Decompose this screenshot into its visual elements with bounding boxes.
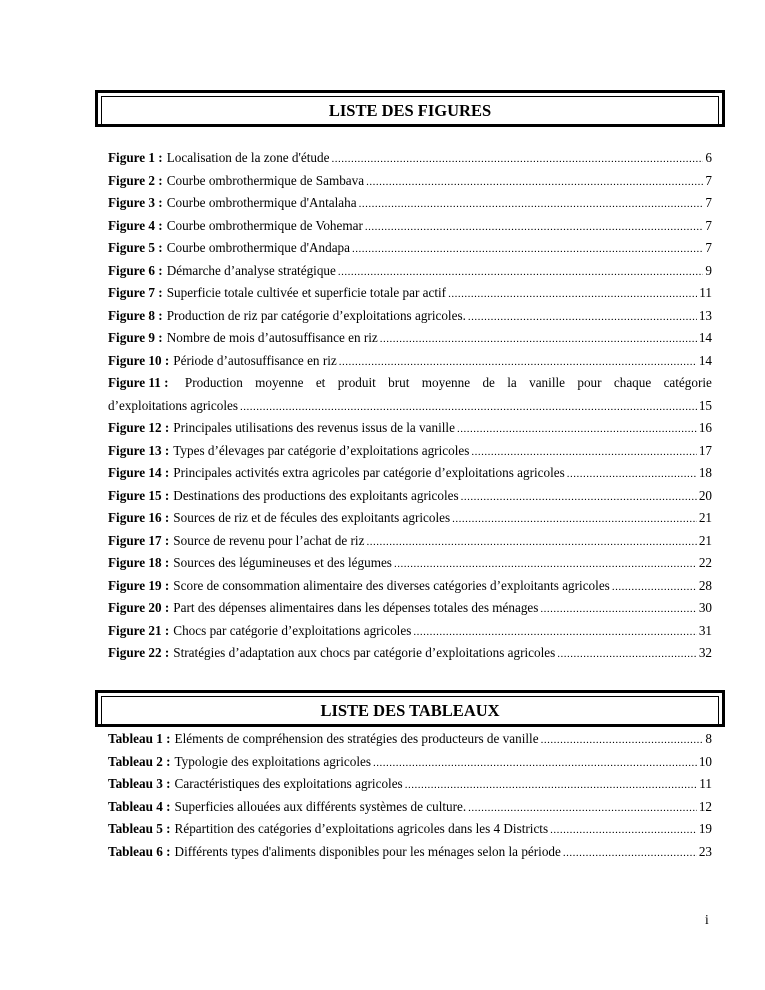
- table-page-number: 8: [705, 731, 712, 746]
- figure-page-number: 31: [698, 622, 712, 638]
- figure-page-number: 6: [705, 150, 712, 165]
- table-page-number: 23: [698, 843, 712, 859]
- figure-page-number: 17: [698, 442, 712, 458]
- figures-heading: LISTE DES FIGURES: [101, 96, 719, 125]
- dot-leader: [373, 757, 697, 769]
- figure-page-number: 16: [698, 420, 712, 435]
- dot-leader: [359, 198, 704, 210]
- figure-entry[interactable]: [108, 578, 712, 601]
- figure-title: Sources de riz et de fécules des exploitants agricoles: [173, 510, 451, 525]
- dot-leader: [541, 734, 704, 746]
- figure-title: Superficie totale cultivée et superficie totale par actif: [166, 285, 447, 300]
- figure-label: Figure 4 :: [108, 217, 163, 233]
- figure-page-number: 7: [705, 195, 712, 210]
- figure-entry[interactable]: [108, 465, 712, 488]
- figure-entry[interactable]: [108, 533, 712, 556]
- figure-entry[interactable]: [108, 488, 712, 511]
- table-page-number: 12: [698, 798, 712, 814]
- table-label: Tableau 2 :: [108, 753, 171, 769]
- figure-title: Types d’élevages par catégorie d’exploitations agricoles: [173, 442, 470, 458]
- figure-page-number: 20: [698, 487, 712, 503]
- figure-title: Courbe ombrothermique de Sambava: [166, 172, 365, 188]
- figure-page-number: 14: [698, 352, 712, 368]
- figure-label: Figure 12 :: [108, 420, 170, 435]
- dot-leader: [331, 153, 703, 165]
- figure-entry[interactable]: [108, 218, 712, 241]
- figure-title: Localisation de la zone d'étude: [166, 150, 330, 165]
- figure-title: Sources des légumineuses et des légumes: [173, 555, 392, 570]
- dot-leader: [366, 536, 696, 548]
- table-label: Tableau 6 :: [108, 843, 171, 859]
- figure-label: Figure 19 :: [108, 577, 170, 593]
- figure-title: Démarche d’analyse stratégique: [166, 262, 336, 278]
- figure-title-word: moyenne: [421, 375, 471, 390]
- table-entry[interactable]: [108, 821, 712, 844]
- table-title: Superficies allouées aux différents systèmes de culture.: [174, 798, 467, 814]
- table-entry[interactable]: [108, 731, 712, 754]
- figure-label: Figure 8 :: [108, 307, 163, 323]
- figure-title: Courbe ombrothermique d'Antalaha: [166, 195, 357, 210]
- dot-leader: [352, 243, 703, 255]
- figure-page-number: 18: [698, 465, 712, 480]
- dot-leader: [468, 311, 697, 323]
- dot-leader: [471, 446, 696, 458]
- figure-label: Figure 3 :: [108, 195, 163, 210]
- figure-entry[interactable]: [108, 173, 712, 196]
- figure-entry[interactable]: [108, 600, 712, 623]
- table-title: Eléments de compréhension des stratégies des producteurs de vanille: [174, 731, 539, 746]
- figure-page-number: 28: [698, 577, 712, 593]
- dot-leader: [557, 648, 697, 660]
- table-label: Tableau 3 :: [108, 776, 171, 791]
- figure-title-word: et: [315, 375, 326, 390]
- figure-title-word: vanille: [529, 375, 565, 390]
- dot-leader: [550, 824, 697, 836]
- figure-title-word: chaque: [613, 375, 652, 390]
- figure-entry[interactable]: [108, 353, 712, 376]
- dot-leader: [380, 333, 697, 345]
- dot-leader: [366, 176, 703, 188]
- figure-entry[interactable]: [108, 308, 712, 331]
- table-title: Répartition des catégories d’exploitations agricoles dans les 4 Districts: [174, 821, 549, 836]
- figure-title: d’exploitations agricoles: [108, 397, 239, 413]
- dot-leader: [365, 221, 704, 233]
- figure-title: Chocs par catégorie d’exploitations agricoles: [173, 622, 412, 638]
- figure-title-word: de: [482, 375, 495, 390]
- figure-entry[interactable]: [108, 263, 712, 286]
- dot-leader: [563, 847, 697, 859]
- figure-label: Figure 22 :: [108, 645, 170, 660]
- dot-leader: [405, 779, 698, 791]
- figure-page-number: 7: [705, 240, 712, 255]
- figure-title: Courbe ombrothermique d'Andapa: [166, 240, 350, 255]
- table-label: Tableau 1 :: [108, 731, 171, 746]
- figure-title: Production de riz par catégorie d’exploitations agricoles.: [166, 307, 466, 323]
- figure-label: Figure 17 :: [108, 532, 170, 548]
- dot-leader: [468, 802, 697, 814]
- figure-title-word: produit: [337, 375, 376, 390]
- figure-title: Principales utilisations des revenus issus de la vanille: [173, 420, 455, 435]
- figure-entry[interactable]: [108, 330, 712, 353]
- table-page-number: 10: [698, 753, 712, 769]
- figure-label: Figure 2 :: [108, 172, 163, 188]
- figure-entry[interactable]: [108, 240, 712, 263]
- table-page-number: 19: [698, 821, 712, 836]
- figure-entry[interactable]: [108, 555, 712, 578]
- figures-list: [108, 150, 712, 668]
- figure-label: Figure 15 :: [108, 487, 170, 503]
- figure-entry[interactable]: [108, 510, 712, 533]
- figure-label: Figure 14 :: [108, 465, 170, 480]
- dot-leader: [567, 468, 697, 480]
- tables-list: [108, 731, 712, 866]
- figure-label: Figure 7 :: [108, 285, 163, 300]
- figure-entry[interactable]: [108, 398, 712, 421]
- figure-title: Période d’autosuffisance en riz: [173, 352, 337, 368]
- figure-label: Figure 13 :: [108, 442, 170, 458]
- figure-label: Figure 9 :: [108, 330, 163, 345]
- tables-heading: LISTE DES TABLEAUX: [101, 696, 719, 725]
- figure-entry-first-line[interactable]: [108, 375, 712, 398]
- figure-label: Figure 16 :: [108, 510, 170, 525]
- figure-page-number: 30: [698, 600, 712, 615]
- figure-entry[interactable]: [108, 285, 712, 308]
- figure-title: Destinations des productions des exploitants agricoles: [173, 487, 459, 503]
- table-entry[interactable]: [108, 754, 712, 777]
- table-entry[interactable]: [108, 776, 712, 799]
- figure-title-word: la: [507, 375, 517, 390]
- figure-label: Figure 20 :: [108, 600, 170, 615]
- figure-page-number: 15: [698, 397, 712, 413]
- dot-leader: [457, 423, 697, 435]
- table-entry[interactable]: [108, 844, 712, 867]
- figures-heading-box: [95, 90, 725, 127]
- figure-entry[interactable]: [108, 623, 712, 646]
- figure-title: Nombre de mois d’autosuffisance en riz: [166, 330, 378, 345]
- figure-page-number: 7: [705, 217, 712, 233]
- table-label: Tableau 4 :: [108, 798, 171, 814]
- figure-title-word: Production: [184, 375, 243, 390]
- figure-title: Principales activités extra agricoles par catégorie d’exploitations agricoles: [173, 465, 565, 480]
- figure-page-number: 13: [698, 307, 712, 323]
- figure-entry[interactable]: [108, 420, 712, 443]
- figure-page-number: 11: [699, 285, 712, 300]
- figure-title-word: brut: [388, 375, 410, 390]
- figure-title: Stratégies d’adaptation aux chocs par catégorie d’exploitations agricoles: [173, 645, 556, 660]
- figure-label: Figure 10 :: [108, 352, 170, 368]
- figure-entry[interactable]: [108, 645, 712, 668]
- dot-leader: [452, 513, 697, 525]
- dot-leader: [461, 491, 697, 503]
- figure-entry[interactable]: [108, 443, 712, 466]
- figure-title: Source de revenu pour l’achat de riz: [173, 532, 365, 548]
- figure-page-number: 7: [705, 172, 712, 188]
- dot-leader: [338, 266, 704, 278]
- tables-heading-box: [95, 690, 725, 727]
- figure-label: Figure 5 :: [108, 240, 163, 255]
- dot-leader: [448, 288, 697, 300]
- figure-label: Figure 11 :: [108, 375, 169, 390]
- figure-title-word: pour: [577, 375, 602, 390]
- figure-label: Figure 21 :: [108, 622, 170, 638]
- figure-page-number: 21: [698, 532, 712, 548]
- figure-page-number: 22: [698, 555, 712, 570]
- table-title: Caractéristiques des exploitations agricoles: [174, 776, 403, 791]
- dot-leader: [540, 603, 696, 615]
- dot-leader: [413, 626, 696, 638]
- figure-page-number: 21: [698, 510, 712, 525]
- figure-label: Figure 6 :: [108, 262, 163, 278]
- dot-leader: [612, 581, 697, 593]
- figure-entry[interactable]: [108, 150, 712, 173]
- figure-entry[interactable]: [108, 195, 712, 218]
- figure-title-word: catégorie: [663, 375, 712, 390]
- figure-title-word: moyenne: [255, 375, 304, 390]
- dot-leader: [394, 558, 697, 570]
- table-title: Typologie des exploitations agricoles: [174, 753, 372, 769]
- figure-page-number: 9: [705, 262, 712, 278]
- dot-leader: [240, 401, 697, 413]
- page-number: i: [705, 912, 709, 927]
- table-label: Tableau 5 :: [108, 821, 171, 836]
- table-page-number: 11: [699, 776, 712, 791]
- figure-title: Courbe ombrothermique de Vohemar: [166, 217, 363, 233]
- figure-page-number: 14: [698, 330, 712, 345]
- dot-leader: [339, 356, 697, 368]
- figure-label: Figure 1 :: [108, 150, 163, 165]
- table-entry[interactable]: [108, 799, 712, 822]
- figure-title: Part des dépenses alimentaires dans les dépenses totales des ménages: [173, 600, 539, 615]
- figure-page-number: 32: [698, 645, 712, 660]
- figure-label: Figure 18 :: [108, 555, 170, 570]
- table-title: Différents types d'aliments disponibles pour les ménages selon la période: [174, 843, 561, 859]
- figure-title: Score de consommation alimentaire des diverses catégories d’exploitants agricoles: [173, 577, 610, 593]
